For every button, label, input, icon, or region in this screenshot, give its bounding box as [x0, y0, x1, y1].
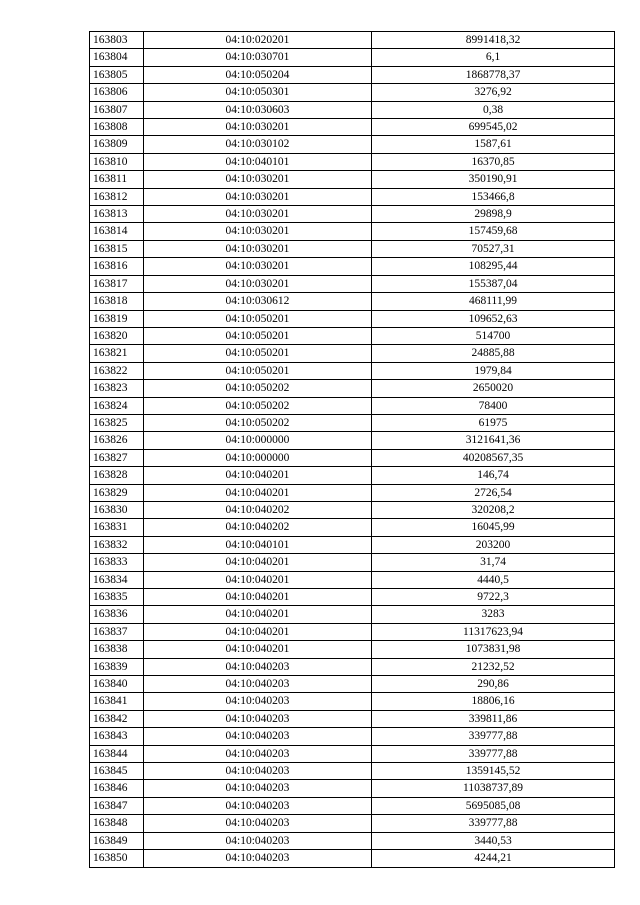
amount-cell: 18806,16 — [372, 693, 615, 710]
amount-cell: 108295,44 — [372, 258, 615, 275]
cadastral-code-cell: 04:10:040201 — [144, 484, 372, 501]
amount-cell: 70527,31 — [372, 240, 615, 257]
cadastral-code-cell: 04:10:040203 — [144, 850, 372, 867]
cadastral-code-cell: 04:10:030201 — [144, 188, 372, 205]
amount-cell: 11317623,94 — [372, 623, 615, 640]
cadastral-code-cell: 04:10:040203 — [144, 797, 372, 814]
cadastral-code-cell: 04:10:020201 — [144, 32, 372, 49]
table-row — [90, 171, 615, 188]
amount-cell: 320208,2 — [372, 501, 615, 518]
table-row — [90, 206, 615, 223]
row-id-cell: 163816 — [90, 258, 144, 275]
table-row — [90, 380, 615, 397]
cadastral-code-cell: 04:10:030102 — [144, 136, 372, 153]
table-row — [90, 571, 615, 588]
cadastral-code-cell: 04:10:040101 — [144, 153, 372, 170]
cadastral-code-cell: 04:10:040201 — [144, 571, 372, 588]
row-id-cell: 163838 — [90, 641, 144, 658]
cadastral-code-cell: 04:10:030201 — [144, 171, 372, 188]
cadastral-code-cell: 04:10:050201 — [144, 310, 372, 327]
amount-cell: 339777,88 — [372, 815, 615, 832]
amount-cell: 699545,02 — [372, 119, 615, 136]
row-id-cell: 163818 — [90, 293, 144, 310]
row-id-cell: 163836 — [90, 606, 144, 623]
cadastral-code-cell: 04:10:030201 — [144, 223, 372, 240]
cadastral-code-cell: 04:10:050202 — [144, 397, 372, 414]
table-row — [90, 710, 615, 727]
row-id-cell: 163824 — [90, 397, 144, 414]
cadastral-code-cell: 04:10:050202 — [144, 414, 372, 431]
row-id-cell: 163831 — [90, 519, 144, 536]
table-row — [90, 240, 615, 257]
row-id-cell: 163821 — [90, 345, 144, 362]
amount-cell: 350190,91 — [372, 171, 615, 188]
cadastral-code-cell: 04:10:040203 — [144, 815, 372, 832]
table-row — [90, 728, 615, 745]
table-row — [90, 84, 615, 101]
amount-cell: 339777,88 — [372, 745, 615, 762]
amount-cell: 21232,52 — [372, 658, 615, 675]
amount-cell: 290,86 — [372, 676, 615, 693]
row-id-cell: 163820 — [90, 327, 144, 344]
table-row — [90, 832, 615, 849]
cadastral-code-cell: 04:10:040201 — [144, 623, 372, 640]
amount-cell: 1073831,98 — [372, 641, 615, 658]
row-id-cell: 163806 — [90, 84, 144, 101]
amount-cell: 8991418,32 — [372, 32, 615, 49]
row-id-cell: 163826 — [90, 432, 144, 449]
amount-cell: 468111,99 — [372, 293, 615, 310]
row-id-cell: 163813 — [90, 206, 144, 223]
table-row — [90, 119, 615, 136]
cadastral-code-cell: 04:10:040203 — [144, 710, 372, 727]
row-id-cell: 163819 — [90, 310, 144, 327]
amount-cell: 9722,3 — [372, 589, 615, 606]
cadastral-code-cell: 04:10:040203 — [144, 676, 372, 693]
row-id-cell: 163832 — [90, 536, 144, 553]
amount-cell: 109652,63 — [372, 310, 615, 327]
amount-cell: 339811,86 — [372, 710, 615, 727]
row-id-cell: 163808 — [90, 119, 144, 136]
cadastral-code-cell: 04:10:040203 — [144, 763, 372, 780]
amount-cell: 514700 — [372, 327, 615, 344]
cadastral-code-cell: 04:10:000000 — [144, 449, 372, 466]
table-row — [90, 606, 615, 623]
table-row — [90, 501, 615, 518]
amount-cell: 6,1 — [372, 49, 615, 66]
row-id-cell: 163833 — [90, 554, 144, 571]
cadastral-code-cell: 04:10:040203 — [144, 832, 372, 849]
row-id-cell: 163812 — [90, 188, 144, 205]
table-row — [90, 327, 615, 344]
row-id-cell: 163839 — [90, 658, 144, 675]
cadastral-code-cell: 04:10:040203 — [144, 693, 372, 710]
table-row — [90, 589, 615, 606]
table-row — [90, 850, 615, 867]
cadastral-code-cell: 04:10:040201 — [144, 606, 372, 623]
row-id-cell: 163810 — [90, 153, 144, 170]
row-id-cell: 163823 — [90, 380, 144, 397]
cadastral-code-cell: 04:10:030201 — [144, 258, 372, 275]
cadastral-code-cell: 04:10:040202 — [144, 501, 372, 518]
table-row — [90, 780, 615, 797]
table-row — [90, 623, 615, 640]
amount-cell: 146,74 — [372, 467, 615, 484]
amount-cell: 3276,92 — [372, 84, 615, 101]
data-table — [89, 31, 615, 868]
table-row — [90, 188, 615, 205]
amount-cell: 1587,61 — [372, 136, 615, 153]
cadastral-code-cell: 04:10:050202 — [144, 380, 372, 397]
cadastral-code-cell: 04:10:000000 — [144, 432, 372, 449]
amount-cell: 203200 — [372, 536, 615, 553]
table-row — [90, 658, 615, 675]
amount-cell: 1868778,37 — [372, 66, 615, 83]
table-row — [90, 66, 615, 83]
amount-cell: 155387,04 — [372, 275, 615, 292]
table-row — [90, 49, 615, 66]
amount-cell: 4440,5 — [372, 571, 615, 588]
amount-cell: 4244,21 — [372, 850, 615, 867]
row-id-cell: 163835 — [90, 589, 144, 606]
row-id-cell: 163830 — [90, 501, 144, 518]
table-row — [90, 345, 615, 362]
row-id-cell: 163828 — [90, 467, 144, 484]
cadastral-code-cell: 04:10:040203 — [144, 745, 372, 762]
amount-cell: 2650020 — [372, 380, 615, 397]
table-row — [90, 136, 615, 153]
amount-cell: 29898,9 — [372, 206, 615, 223]
cadastral-code-cell: 04:10:040201 — [144, 589, 372, 606]
row-id-cell: 163834 — [90, 571, 144, 588]
amount-cell: 157459,68 — [372, 223, 615, 240]
table-row — [90, 310, 615, 327]
cadastral-code-cell: 04:10:040202 — [144, 519, 372, 536]
cadastral-code-cell: 04:10:030201 — [144, 206, 372, 223]
amount-cell: 16045,99 — [372, 519, 615, 536]
cadastral-code-cell: 04:10:040201 — [144, 641, 372, 658]
row-id-cell: 163822 — [90, 362, 144, 379]
row-id-cell: 163814 — [90, 223, 144, 240]
table-row — [90, 763, 615, 780]
row-id-cell: 163846 — [90, 780, 144, 797]
cadastral-code-cell: 04:10:040203 — [144, 728, 372, 745]
table-row — [90, 432, 615, 449]
table-row — [90, 293, 615, 310]
table-row — [90, 693, 615, 710]
amount-cell: 1979,84 — [372, 362, 615, 379]
cadastral-code-cell: 04:10:030701 — [144, 49, 372, 66]
row-id-cell: 163804 — [90, 49, 144, 66]
amount-cell: 24885,88 — [372, 345, 615, 362]
table-row — [90, 815, 615, 832]
amount-cell: 11038737,89 — [372, 780, 615, 797]
row-id-cell: 163829 — [90, 484, 144, 501]
row-id-cell: 163844 — [90, 745, 144, 762]
table-body — [90, 32, 615, 868]
cadastral-code-cell: 04:10:050201 — [144, 345, 372, 362]
table-row — [90, 397, 615, 414]
table-row — [90, 554, 615, 571]
row-id-cell: 163811 — [90, 171, 144, 188]
cadastral-code-cell: 04:10:050201 — [144, 362, 372, 379]
row-id-cell: 163849 — [90, 832, 144, 849]
amount-cell: 61975 — [372, 414, 615, 431]
row-id-cell: 163841 — [90, 693, 144, 710]
cadastral-code-cell: 04:10:040201 — [144, 554, 372, 571]
table-row — [90, 797, 615, 814]
amount-cell: 16370,85 — [372, 153, 615, 170]
amount-cell: 3121641,36 — [372, 432, 615, 449]
table-row — [90, 32, 615, 49]
row-id-cell: 163847 — [90, 797, 144, 814]
cadastral-code-cell: 04:10:040201 — [144, 467, 372, 484]
amount-cell: 153466,8 — [372, 188, 615, 205]
table-row — [90, 484, 615, 501]
cadastral-code-cell: 04:10:030201 — [144, 119, 372, 136]
row-id-cell: 163843 — [90, 728, 144, 745]
row-id-cell: 163815 — [90, 240, 144, 257]
amount-cell: 40208567,35 — [372, 449, 615, 466]
table-row — [90, 414, 615, 431]
row-id-cell: 163850 — [90, 850, 144, 867]
cadastral-code-cell: 04:10:040101 — [144, 536, 372, 553]
table-row — [90, 467, 615, 484]
cadastral-code-cell: 04:10:040203 — [144, 658, 372, 675]
row-id-cell: 163817 — [90, 275, 144, 292]
cadastral-code-cell: 04:10:040203 — [144, 780, 372, 797]
row-id-cell: 163825 — [90, 414, 144, 431]
cadastral-code-cell: 04:10:050201 — [144, 327, 372, 344]
row-id-cell: 163807 — [90, 101, 144, 118]
table-row — [90, 641, 615, 658]
table-row — [90, 275, 615, 292]
cadastral-code-cell: 04:10:050204 — [144, 66, 372, 83]
cadastral-code-cell: 04:10:030201 — [144, 240, 372, 257]
amount-cell: 3440,53 — [372, 832, 615, 849]
cadastral-code-cell: 04:10:030612 — [144, 293, 372, 310]
amount-cell: 339777,88 — [372, 728, 615, 745]
row-id-cell: 163837 — [90, 623, 144, 640]
table-row — [90, 745, 615, 762]
table-row — [90, 153, 615, 170]
cadastral-code-cell: 04:10:030603 — [144, 101, 372, 118]
row-id-cell: 163805 — [90, 66, 144, 83]
amount-cell: 5695085,08 — [372, 797, 615, 814]
table-row — [90, 223, 615, 240]
row-id-cell: 163842 — [90, 710, 144, 727]
amount-cell: 1359145,52 — [372, 763, 615, 780]
amount-cell: 3283 — [372, 606, 615, 623]
table-row — [90, 536, 615, 553]
row-id-cell: 163845 — [90, 763, 144, 780]
table-row — [90, 101, 615, 118]
amount-cell: 0,38 — [372, 101, 615, 118]
cadastral-code-cell: 04:10:050301 — [144, 84, 372, 101]
row-id-cell: 163848 — [90, 815, 144, 832]
amount-cell: 31,74 — [372, 554, 615, 571]
row-id-cell: 163840 — [90, 676, 144, 693]
row-id-cell: 163803 — [90, 32, 144, 49]
table-row — [90, 362, 615, 379]
table-row — [90, 258, 615, 275]
amount-cell: 78400 — [372, 397, 615, 414]
cadastral-code-cell: 04:10:030201 — [144, 275, 372, 292]
row-id-cell: 163809 — [90, 136, 144, 153]
table-row — [90, 676, 615, 693]
amount-cell: 2726,54 — [372, 484, 615, 501]
table-row — [90, 519, 615, 536]
table-row — [90, 449, 615, 466]
row-id-cell: 163827 — [90, 449, 144, 466]
